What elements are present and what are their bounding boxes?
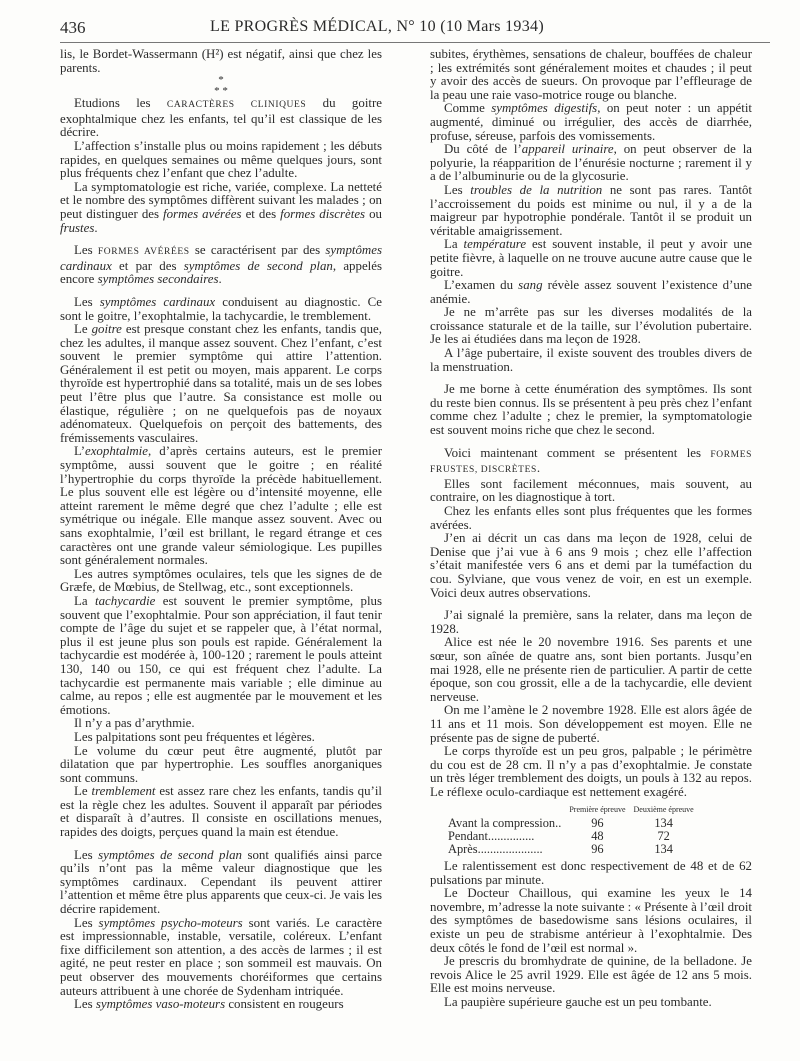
- paragraph: L’exophtalmie, d’après certains auteurs, est le premier symptôme, aussi souvent que le goitre ; en réalité l’hypertrophie du corps thyroïde la précède habituellement. Le plus souvent elle est légère ou d’intensité moyenne, elle atteint rarement le même degré que chez l’adulte ; elle est symétrique ou inégale. Elle manque assez souvent. Avec ou sans exophtalmie, l’œil est brillant, le regard étrange et ces caractères ont une grande valeur sémiologique. Les pupilles sont généralement normales.: [60, 444, 382, 568]
- paragraph: Alice est née le 20 novembre 1916. Ses parents et une sœur, son aînée de quatre ans, sont bien portants. Jusqu’en mai 1928, elle ne présente rien de particulier. A partir de cette époque, son cou grossit, elle a de la tachycardie, elle devient nerveuse.: [430, 635, 752, 704]
- paragraph: Les symptômes cardinaux conduisent au diagnostic. Ce sont le goitre, l’exophtalmie, la tachycardie, le tremblement.: [60, 294, 383, 323]
- paragraph: La température est souvent instable, il peut y avoir une petite fièvre, à laquelle on ne trouve aucune autre cause que le goitre.: [430, 237, 752, 279]
- row-label: Pendant...............: [448, 829, 535, 844]
- first-test-value: 48: [591, 829, 604, 844]
- paragraph: Les symptômes psycho-moteurs sont variés. Le caractère est impressionnable, instable, versatile, coléreux. L’enfant fixe difficilement son attention, a des accès de larmes ; il est agité, ne peut rester en place ; son sommeil est mauvais. On peut observer des mouvements choréiformes que certains auteurs attribuent à une chorée de Sydenham intriquée.: [60, 915, 382, 998]
- paragraph: La symptomatologie est riche, variée, complexe. La netteté et le nombre des symptômes diffèrent suivant les malades ; on peut distinguer des formes avérées et des formes discrètes ou frustes.: [60, 179, 383, 235]
- paragraph: Le tremblement est assez rare chez les enfants, tandis qu’il est la règle chez les adultes. Souvent il apparaît par périodes et disparaît à d’autres. Il consiste en oscillations menues, rapides des doigts, perçues quand la main est étendue.: [60, 784, 382, 840]
- paragraph: Le volume du cœur peut être augmenté, plutôt par dilatation que par hypertrophie. Les souffles anorganiques sont communs.: [60, 743, 382, 785]
- running-title: LE PROGRÈS MÉDICAL, N° 10 (10 Mars 1934): [210, 18, 544, 35]
- pulse-table-header-first: Première épreuve: [569, 805, 626, 815]
- section-separator: * * *: [214, 74, 228, 98]
- paragraph: Chez les enfants elles sont plus fréquentes que les formes avérées.: [430, 504, 752, 532]
- page-header: [60, 18, 770, 40]
- paragraph: subites, érythèmes, sensations de chaleur, bouffées de chaleur ; les extrémités sont généralement moites et chaudes ; il peut y avoir des accès de sueurs. On provoque par l’effleurage de la peau une raie vaso-motrice rouge ou blanche.: [430, 47, 752, 102]
- left-column: [60, 48, 382, 1012]
- paragraph: L’affection s’installe plus ou moins rapidement ; les débuts rapides, en quelques semaines ou même quelques jours, sont plus fréquents chez l’enfant que chez l’adulte.: [60, 138, 382, 181]
- paragraph: L’examen du sang révèle assez souvent l’existence d’une anémie.: [430, 278, 753, 306]
- right-column: [430, 48, 752, 1010]
- paragraph: Je prescris du bromhydrate de quinine, de la belladone. Je revois Alice le 25 avril 1929. Elle est âgée de 12 ans 5 mois. Elle est moins nerveuse.: [430, 954, 752, 996]
- paragraph: A l’âge pubertaire, il existe souvent des troubles divers de la menstruation.: [430, 346, 752, 374]
- pulse-table-header-second: Deuxième épreuve: [633, 805, 694, 815]
- paragraph: La tachycardie est souvent le premier symptôme, plus souvent que l’exophtalmie. Pour son appréciation, il faut tenir compte de l’âge du sujet et se rappeler que, à l’état normal, plus il est jeune plus son pouls est rapide. Généralement la tachycardie est modérée à, 100-120 ; rarement le pouls atteint 130, 140 ou 150, ce qui est fréquent chez l’adulte. La tachycardie est permanente mais variable ; elle diminue au calme, au repos ; elle est augmentée par le mouvement et les émotions.: [60, 593, 382, 717]
- pulse-table: [444, 803, 698, 856]
- paragraph: Les palpitations sont peu fréquentes et légères.: [74, 729, 315, 744]
- paragraph: Comme symptômes digestifs, on peut noter : un appétit augmenté, diminué ou irrégulier, des accès de diarrhée, profuse, séreuse, parfois des vomissements.: [430, 101, 752, 143]
- paragraph: Il n’y a pas d’arythmie.: [74, 716, 195, 731]
- paragraph: Les autres symptômes oculaires, tels que les signes de de Græfe, de Mœbius, de Stellwag, etc., sont exceptionnels.: [60, 566, 382, 595]
- paragraph: J’ai signalé la première, sans la relater, dans ma leçon de 1928.: [430, 608, 752, 636]
- header-rule: [60, 42, 770, 43]
- second-test-value: 72: [657, 829, 670, 844]
- paragraph: La paupière supérieure gauche est un peu tombante.: [444, 995, 712, 1009]
- paragraph: Du côté de l’appareil urinaire, on peut observer de la polyurie, la réapparition de l’énurésie nocturne ; rarement il y a de l’albuminurie ou de la glycosurie.: [430, 142, 752, 184]
- pulse-table-corner: [444, 803, 565, 817]
- table-row: [444, 843, 698, 856]
- paragraph: Voici maintenant comment se présentent les FORMES FRUSTES, DISCRÈTES.: [430, 445, 752, 476]
- paragraph: Les symptômes vaso-moteurs consistent en rougeurs: [74, 997, 344, 1012]
- paragraph: Les troubles de la nutrition ne sont pas rares. Tantôt l’accroissement du poids est minime ou nul, il y a de la maigreur par hypotrophie pondérale. Tantôt il se produit un véritable amaigrissement.: [430, 182, 752, 238]
- row-label: Avant la compression..: [448, 816, 562, 831]
- paragraph: On me l’amène le 2 novembre 1928. Elle est alors âgée de 11 ans et 11 mois. Son développement est moyen. Elle ne présente pas de signe de puberté.: [430, 703, 752, 745]
- paragraph: Le ralentissement est donc respectivement de 48 et de 62 pulsations par minute.: [430, 859, 752, 887]
- paragraph: Le Docteur Chaillous, qui examine les yeux le 14 novembre, m’adresse la note suivante : « Présente à l’œil droit des symptômes de basedowisme sans lésions oculaires, il existe un peu de strabisme antérieur à l’exophtalmie. Des deux côtés le fond de l’œil est normal ».: [430, 886, 752, 955]
- paragraph: Le corps thyroïde est un peu gros, palpable ; le périmètre du cou est de 28 cm. Il n’y a pas d’exophtalmie. Je constate un très léger tremblement des doigts, un pouls à 132 au repos. Le réflexe oculo-cardiaque est nettement exagéré.: [430, 744, 752, 799]
- second-test-value: 134: [654, 842, 673, 857]
- paragraph: Les FORMES AVÉRÉES se caractérisent par des symptômes cardinaux et par des symptômes de second plan, appelés encore symptômes secondaires.: [60, 243, 382, 287]
- row-label: Après.....................: [448, 842, 543, 857]
- paragraph: Elles sont facilement méconnues, mais souvent, au contraire, on les diagnostique à tort.: [430, 476, 752, 505]
- paragraph: Le goitre est presque constant chez les enfants, tandis que, chez les adultes, il manque assez souvent. Chez l’enfant, c’est souvent le premier symptôme qui attire l’attention. Généralement il est petit ou moyen, mais apparent. Le corps thyroïde est hypertrophié dans sa totalité, mais un de ses lobes peut l’être plus que l’autre. Sa consistance est molle ou élastique, régulière ; on ne quelquefois pas de noyaux adénomateux. Quelquefois on perçoit des battements, des frémissements vasculaires.: [60, 322, 382, 445]
- page-number: 436: [60, 18, 86, 37]
- first-test-value: 96: [591, 816, 604, 831]
- pulse-table-header: [444, 803, 698, 817]
- paragraph: Je me borne à cette énumération des symptômes. Ils sont du reste bien connus. Ils se présentent à peu près chez l’enfant comme chez l’adulte ; chez le premier, la symptomatologie est souvent moins riche que chez le second.: [430, 382, 752, 438]
- second-test-value: 134: [654, 816, 673, 831]
- first-test-value: 96: [591, 842, 604, 857]
- paragraph: Etudions les CARACTÈRES CLINIQUES du goitre exophtalmique chez les enfants, tel qu’il est classique de les décrire.: [60, 96, 382, 140]
- paragraph: lis, le Bordet-Wassermann (H²) est négatif, ainsi que chez les parents.: [60, 47, 382, 75]
- paragraph: Je ne m’arrête pas sur les diverses modalités de la croissance staturale et de la taille, sur l’évolution pubertaire. Je les ai étudiées dans ma leçon de 1928.: [430, 305, 752, 347]
- paragraph: J’en ai décrit un cas dans ma leçon de 1928, celui de Denise que j’ai vue à 6 ans 9 mois ; chez elle l’affection s’était manifestée vers 6 ans et demi par la tuméfaction du cou. Sylviane, que vous venez de voir, en est un exemple. Voici deux autres observations.: [430, 531, 752, 600]
- paragraph: Les symptômes de second plan sont qualifiés ainsi parce qu’ils n’ont pas la même valeur diagnostique que les symptômes cardinaux. Cependant ils peuvent attirer l’attention et même être plus apparents que ceux-ci. Je vais les décrire rapidement.: [60, 847, 382, 917]
